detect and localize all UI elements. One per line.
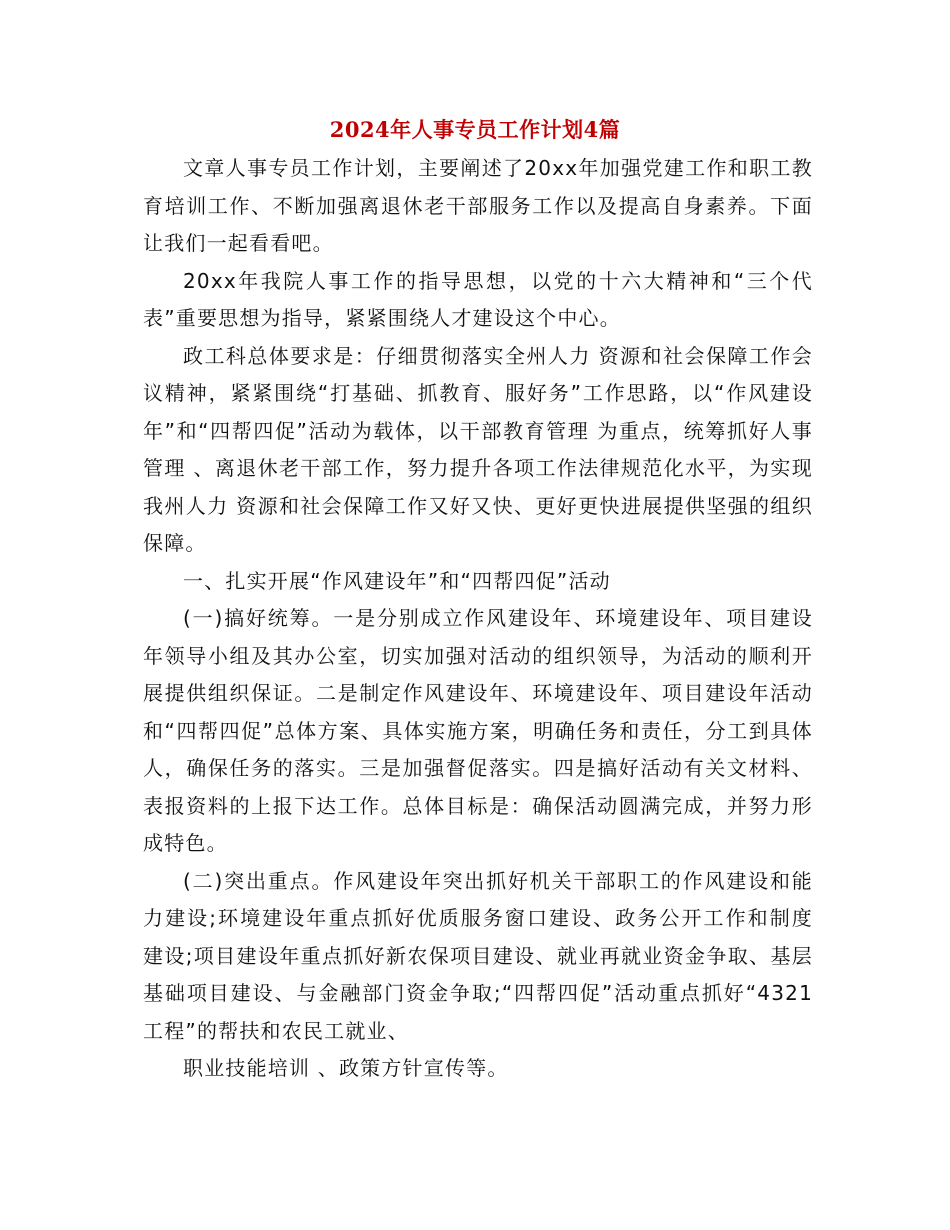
paragraph-training: 职业技能培训 、政策方针宣传等。 [183,1056,509,1080]
paragraph-guiding-thought: 20xx年我院人事工作的指导思想，以党的十六大精神和“三个代表”重要思想为指导，紧紧围绕人才建设这个中心。 [143,268,813,330]
paragraph-coordination: (一)搞好统筹。一是分别成立作风建设年、环境建设年、项目建设年领导小组及其办公室，切实加强对活动的组织领导，为活动的顺利开展提供组织保证。二是制定作风建设年、环境建设年、项目建设年活动和“四帮四促”总体方案、具体实施方案，明确任务和责任，分工到具体人，确保任务的落实。三是加强督促落实。四是搞好活动有关文材料、表报资料的上报下达工作。总体目标是：确保活动圆满完成，并努力形成特色。 [143,606,813,855]
section-heading-1: 一、扎实开展“作风建设年”和“四帮四促”活动 [183,568,611,593]
document-body [143,150,813,1088]
paragraph-intro: 文章人事专员工作计划，主要阐述了20xx年加强党建工作和职工教育培训工作、不断加强离退休老干部服务工作以及提高自身素养。下面让我们一起看看吧。 [143,156,813,255]
document-title: 2024年人事专员工作计划4篇 [329,117,621,142]
paragraph-key-points: (二)突出重点。作风建设年突出抓好机关干部职工的作风建设和能力建设;环境建设年重点抓好优质服务窗口建设、政务公开工作和制度 建设;项目建设年重点抓好新农保项目建设、就业再就业资金争取、基层基础项目建设、与金融部门资金争取;“四帮四促”活动重点抓好“4321工程”的帮扶和农民工就业、 [143,868,813,1043]
paragraph-general-requirements: 政工科总体要求是：仔细贯彻落实全州人力 资源和社会保障工作会议精神，紧紧围绕“打基础、抓教育、服好务”工作思路，以“作风建设年”和“四帮四促”活动为载体，以干部教育管理 为重点，统筹抓好人事 管理 、离退休老干部工作，努力提升各项工作法律规范化水平，为实现我州人力 资源和社会保障工作又好又快、更好更快进展提供坚强的组织保障。 [143,343,813,555]
